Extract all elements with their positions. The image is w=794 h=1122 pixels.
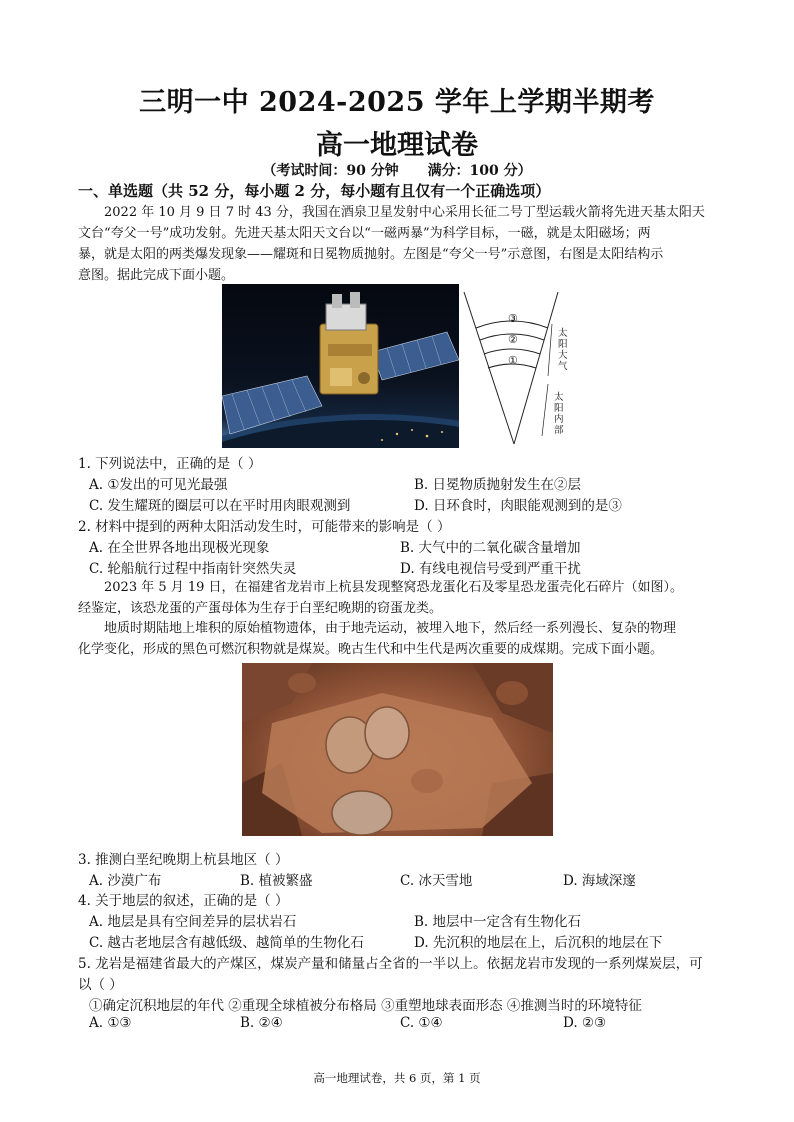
question-3-stem: 3. 推测白垩纪晚期上杭县地区（ ） [78, 852, 289, 868]
layer-3-label: ③ [508, 312, 518, 325]
satellite-illustration [222, 284, 459, 448]
layer-1-label: ① [508, 354, 518, 367]
question-2-option-a[interactable]: A. 在全世界各地出现极光现象 [89, 540, 270, 556]
sun-interior-label: 太阳内部 [554, 392, 564, 436]
exam-time: （考试时间：90 分钟 [262, 163, 399, 179]
question-2-option-b[interactable]: B. 大气中的二氧化碳含量增加 [400, 540, 581, 556]
question-4-option-c[interactable]: C. 越古老地层含有越低级、越简单的生物化石 [89, 935, 364, 951]
question-2-option-c[interactable]: C. 轮船航行过程中指南针突然失灵 [89, 561, 297, 577]
sun-atmosphere-label: 太阳大气 [558, 328, 568, 372]
material-1-line: 文台“夸父一号”成功发射。先进天基太阳天文台以“一磁两暴”为科学目标，一磁，就是太阳磁场；两 [78, 226, 651, 241]
material-1-line: 暴，就是太阳的两类爆发现象——耀斑和日冕物质抛射。左图是“夸父一号”示意图，右图是太阳结构示 [78, 247, 664, 262]
page-footer: 高一地理试卷，共 6 页，第 1 页 [313, 1071, 481, 1085]
question-4-stem: 4. 关于地层的叙述，正确的是（ ） [78, 893, 289, 909]
question-1-option-b[interactable]: B. 日冕物质抛射发生在②层 [414, 477, 582, 493]
material-2-line: 经鉴定，该恐龙蛋的产蛋母体为生存于白垩纪晚期的窃蛋龙类。 [78, 601, 443, 616]
question-3-option-a[interactable]: A. 沙漠广布 [89, 873, 162, 889]
question-5-items: ①确定沉积地层的年代 ②重现全球植被分布格局 ③重塑地球表面形态 ④推测当时的环境特征 [89, 998, 642, 1014]
material-1 [78, 202, 720, 286]
material-1-line: 2022 年 10 月 9 日 7 时 43 分，我国在酒泉卫星发射中心采用长征二号丁型运载火箭将先进天基太阳天 [104, 205, 705, 220]
material-3 [78, 618, 720, 660]
dinosaur-egg-fossil-image [242, 663, 553, 836]
question-5-option-d[interactable]: D. ②③ [563, 1015, 607, 1031]
section-heading: 一、单选题（共 52 分，每小题 2 分，每小题有且仅有一个正确选项） [78, 182, 551, 200]
fossil-illustration [242, 663, 553, 836]
material-2-line: 2023 年 5 月 19 日，在福建省龙岩市上杭县发现整窝恐龙蛋化石及零星恐龙蛋壳化石碎片（如图）。 [104, 580, 684, 595]
question-4-option-d[interactable]: D. 先沉积的地层在上，后沉积的地层在下 [414, 935, 663, 951]
exam-meta [0, 160, 794, 180]
material-1-line: 意图。据此完成下面小题。 [78, 268, 235, 283]
question-5-option-c[interactable]: C. ①④ [400, 1015, 443, 1031]
question-4-option-b[interactable]: B. 地层中一定含有生物化石 [414, 914, 582, 930]
question-1-option-d[interactable]: D. 日环食时，肉眼能观测到的是③ [414, 498, 622, 514]
question-1-stem: 1. 下列说法中，正确的是（ ） [78, 456, 262, 472]
question-5-stem: 5. 龙岩是福建省最大的产煤区，煤炭产量和储量占全省的一半以上。依据龙岩市发现的一系列煤炭层，可 [78, 956, 703, 972]
question-1-option-c[interactable]: C. 发生耀斑的圈层可以在平时用肉眼观测到 [89, 498, 351, 514]
material-2 [78, 577, 720, 619]
kuafu-satellite-image [222, 284, 459, 448]
sun-structure-diagram [462, 288, 582, 448]
material-3-line: 地质时期陆地上堆积的原始植物遗体，由于地壳运动，被埋入地下，然后经一系列漫长、复杂的物理 [104, 621, 677, 636]
question-2-option-d[interactable]: D. 有线电视信号受到严重干扰 [400, 561, 581, 577]
material-3-line: 化学变化，形成的黑色可燃沉积物就是煤炭。晚古生代和中生代是两次重要的成煤期。完成下面小题。 [78, 642, 664, 657]
full-score: 满分：100 分） [427, 163, 532, 179]
question-2-stem: 2. 材料中提到的两种太阳活动发生时，可能带来的影响是（ ） [78, 519, 451, 535]
question-5-option-a[interactable]: A. ①③ [89, 1015, 132, 1031]
question-3-option-b[interactable]: B. 植被繁盛 [240, 873, 313, 889]
question-1-option-a[interactable]: A. ①发出的可见光最强 [89, 477, 228, 493]
question-3-option-d[interactable]: D. 海域深邃 [563, 873, 636, 889]
exam-title: 三明一中 2024-2025 学年上学期半期考 [139, 87, 655, 118]
question-3-option-c[interactable]: C. 冰天雪地 [400, 873, 473, 889]
layer-2-label: ② [508, 333, 518, 346]
question-5-option-b[interactable]: B. ②④ [240, 1015, 283, 1031]
question-5-stem-continued: 以（ ） [78, 977, 123, 993]
exam-subtitle: 高一地理试卷 [316, 130, 478, 161]
question-4-option-a[interactable]: A. 地层是具有空间差异的层状岩石 [89, 914, 297, 930]
